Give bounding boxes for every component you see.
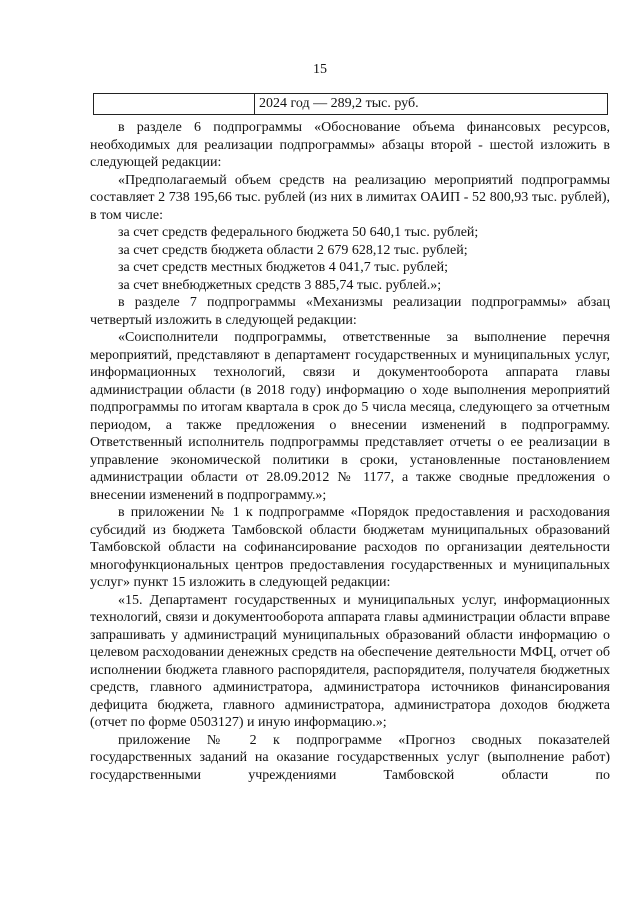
table-cell-empty: [94, 94, 255, 115]
paragraph-item15: «15. Департамент государственных и муниципальных услуг, информационных технологий, связи и документооборота аппарата главы администрации области вправе запрашивать у администраций муниципальных образований области информацию о целевом расходовании денежных средств на обеспечение деятельности МФЦ, отчет об исполнении бюджета главного распорядителя, распорядителя, получателя бюджетных средств, главного администратора, администратора источников финансирования дефицита бюджета, главного администратора, администратора доходов бюджета (отчет по форме 0503127) и иную информацию.»;: [90, 592, 610, 730]
page-number: 15: [313, 62, 327, 77]
paragraph-extrabudgetary: за счет внебюджетных средств 3 885,74 тыс. рублей.»;: [118, 277, 442, 293]
paragraph-appendix1-intro: в приложении № 1 к подпрограмме «Порядок предоставления и расходования субсидий из бюджета Тамбовской области бюджетам муниципальных образований Тамбовской области на софинансирование расходов по организации деятельности многофункциональных центров предоставления государственных и муниципальных услуг» пункт 15 изложить в следующей редакции:: [90, 505, 610, 590]
document-body: [90, 119, 610, 784]
paragraph-coexecutors: «Соисполнители подпрограммы, ответственные за выполнение перечня мероприятий, представляют в департамент государственных и муниципальных услуг, информационных технологий, связи и документооборота аппарата главы администрации области (в 2018 году) информацию о ходе выполнения мероприятий подпрограммы по итогам квартала в срок до 5 числа месяца, следующего за отчетным периодом, а также предложения о внесении изменений в подпрограмму. Ответственный исполнитель подпрограммы представляет отчеты о ее реализации в управление экономической политики в сроки, установленные постановлением администрации области от 28.09.2012 № 1177, а также сводные предложения о внесении изменений в подпрограмму.»;: [90, 330, 610, 503]
table-row: [94, 94, 608, 115]
paragraph-funding-total: «Предполагаемый объем средств на реализацию мероприятий подпрограммы составляет 2 738 195,66 тыс. рублей (из них в лимитах ОАИП - 52 800,93 тыс. рублей), в том числе:: [90, 172, 610, 223]
paragraph-regional-budget: за счет средств бюджета области 2 679 628,12 тыс. рублей;: [118, 242, 468, 258]
paragraph-section7-intro: в разделе 7 подпрограммы «Механизмы реализации подпрограммы» абзац четвертый изложить в следующей редакции:: [90, 295, 610, 328]
paragraph-section6-intro: в разделе 6 подпрограммы «Обоснование объема финансовых ресурсов, необходимых для реализации подпрограммы» абзацы второй - шестой изложить в следующей редакции:: [90, 120, 610, 170]
budget-table-fragment: [93, 93, 608, 115]
paragraph-federal-budget: за счет средств федерального бюджета 50 640,1 тыс. рублей;: [118, 225, 479, 240]
paragraph-appendix2-intro: приложение № 2 к подпрограмме «Прогноз сводных показателей государственных заданий на оказание государственных услуг (выполнение работ) государственными учреждениями Тамбовской области по: [90, 732, 610, 783]
table-cell-amount: 2024 год — 289,2 тыс. руб.: [255, 94, 608, 115]
paragraph-local-budgets: за счет средств местных бюджетов 4 041,7 тыс. рублей;: [118, 260, 448, 275]
